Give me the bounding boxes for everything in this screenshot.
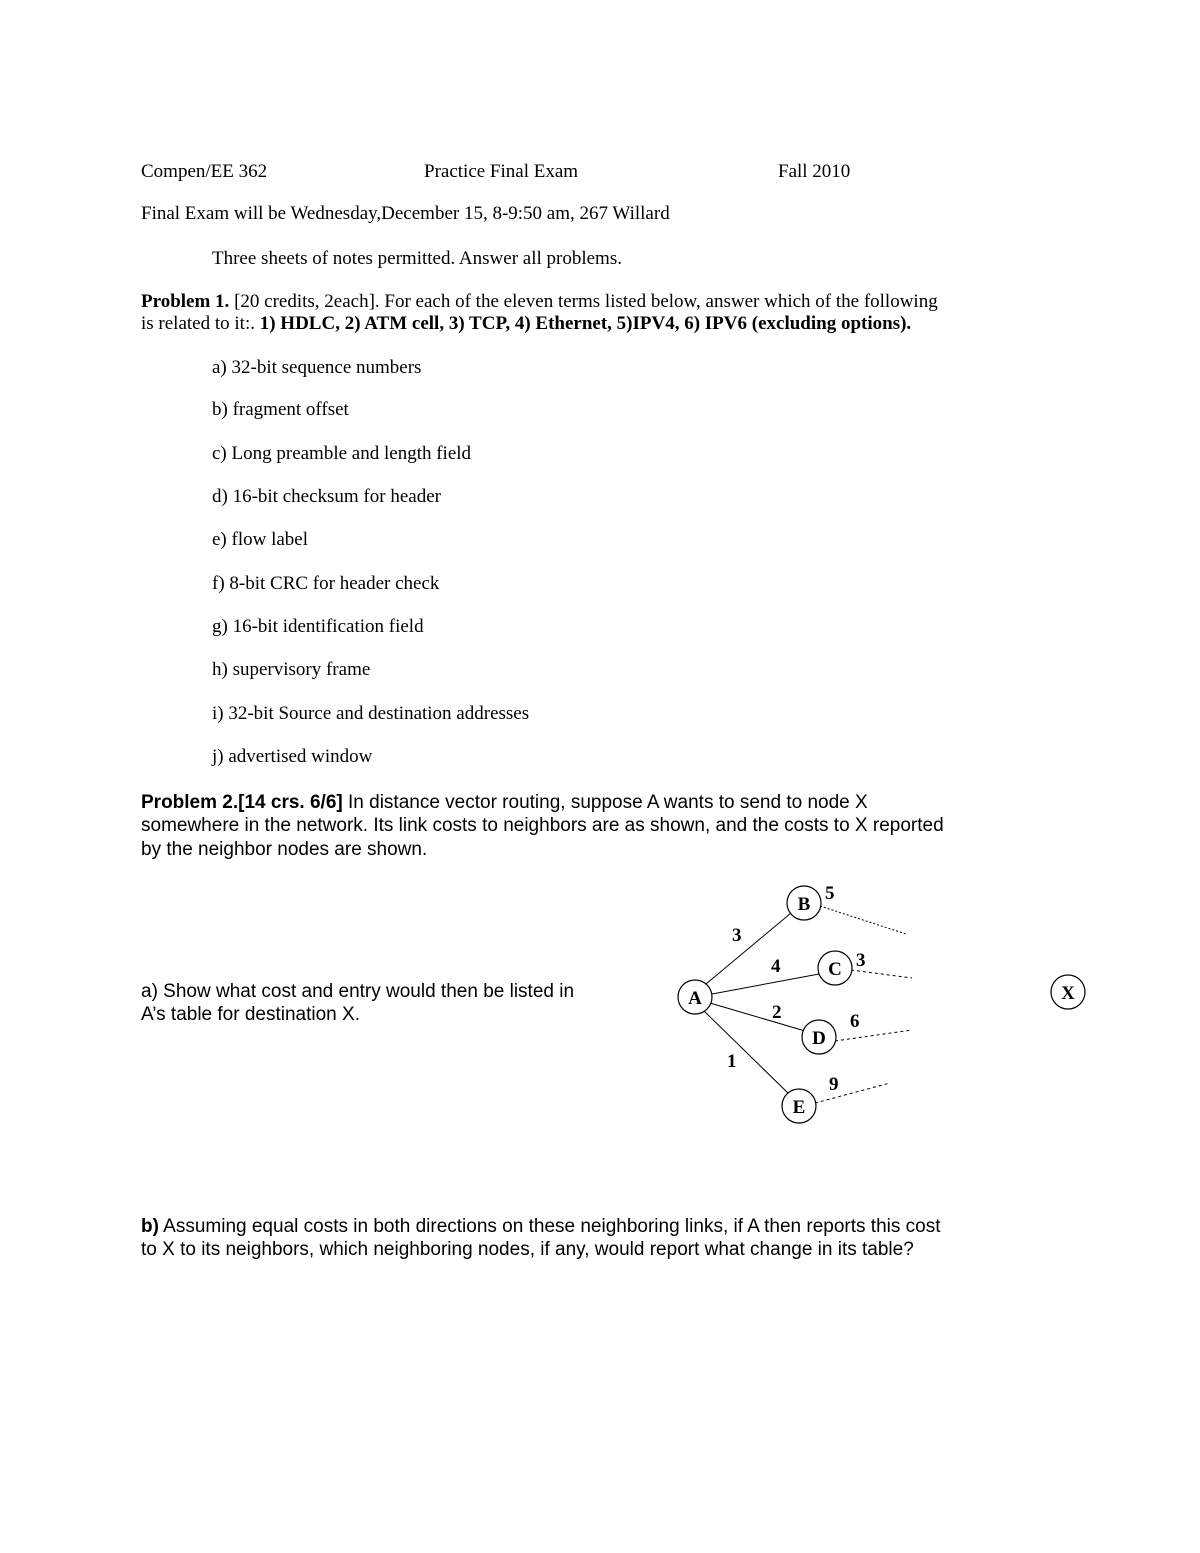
link-a-e: [704, 1011, 789, 1094]
problem1-item-g: g) 16-bit identification field: [212, 616, 424, 637]
node-a: [678, 980, 712, 1014]
cost-a-c: 4: [771, 956, 781, 977]
link-a-c: [712, 974, 819, 994]
reported-cost-e: 9: [829, 1074, 839, 1095]
problem2-label: Problem 2.[14 crs. 6/6]: [141, 792, 343, 813]
problem2-part-a-line1: a) Show what cost and entry would then be listed in: [141, 981, 575, 1002]
path-b-to-x: [820, 906, 906, 934]
exam-info: Final Exam will be Wednesday,December 15, 8-9:50 am, 267 Willard: [141, 203, 670, 224]
path-d-to-x: [835, 1030, 912, 1041]
problem1-item-j: j) advertised window: [212, 746, 373, 767]
term: Fall 2010: [778, 161, 851, 182]
problem1-item-e: e) flow label: [212, 529, 309, 550]
problem1-item-d: d) 16-bit checksum for header: [212, 486, 441, 507]
node-x-label: X: [1061, 983, 1075, 1004]
problem1-label: Problem 1.: [141, 291, 230, 312]
problem2-text-line1: In distance vector routing, suppose A wants to send to node X: [342, 792, 868, 813]
path-c-to-x: [851, 970, 912, 978]
path-e-to-x: [815, 1083, 890, 1103]
node-a-label: A: [688, 988, 702, 1009]
problem1-item-i: i) 32-bit Source and destination addresses: [212, 703, 530, 724]
cost-a-e: 1: [727, 1051, 737, 1072]
problem1-text-line1: [20 credits, 2each]. For each of the eleven terms listed below, answer which of the following: [229, 291, 938, 312]
problem1-item-c: c) Long preamble and length field: [212, 443, 472, 464]
problem2-text-line2: somewhere in the network. Its link costs to neighbors are as shown, and the costs to X reported: [141, 815, 944, 836]
reported-cost-c: 3: [856, 950, 866, 971]
node-e-label: E: [792, 1097, 806, 1118]
node-c-label: C: [828, 959, 842, 980]
problem1-item-f: f) 8-bit CRC for header check: [212, 573, 440, 594]
node-b-label: B: [797, 894, 811, 915]
problem2-part-b-line2: to X to its neighbors, which neighboring nodes, if any, would report what change in its table?: [141, 1239, 914, 1260]
problem2-text-line3: by the neighbor nodes are shown.: [141, 839, 428, 860]
node-x: [1051, 975, 1085, 1009]
instructions: Three sheets of notes permitted. Answer all problems.: [212, 248, 622, 269]
problem1-item-b: b) fragment offset: [212, 399, 349, 420]
node-e: [782, 1089, 816, 1123]
problem2-part-b-line1: [141, 1216, 941, 1238]
problem2-part-a-line2: A’s table for destination X.: [141, 1004, 360, 1025]
problem1-item-h: h) supervisory frame: [212, 659, 371, 680]
cost-a-b: 3: [732, 925, 742, 946]
link-a-d: [710, 1003, 805, 1031]
exam-title: Practice Final Exam: [424, 161, 579, 182]
reported-cost-b: 5: [825, 883, 835, 904]
problem2-part-b-text1: Assuming equal costs in both directions on these neighboring links, if A then reports this cost: [158, 1216, 941, 1237]
course-number: Compen/EE 362: [141, 161, 268, 182]
problem1-text-line2: is related to it:.: [141, 313, 260, 334]
node-d: [802, 1020, 836, 1054]
cost-a-d: 2: [772, 1002, 782, 1023]
problem1-item-a: a) 32-bit sequence numbers: [212, 357, 422, 378]
problem1-options: 1) HDLC, 2) ATM cell, 3) TCP, 4) Ethernet, 5)IPV4, 6) IPV6 (excluding options).: [259, 313, 912, 334]
node-d-label: D: [812, 1028, 826, 1049]
reported-cost-d: 6: [850, 1011, 860, 1032]
problem2-part-b-label: b): [141, 1216, 159, 1237]
node-b: [787, 886, 821, 920]
node-c: [818, 951, 852, 985]
